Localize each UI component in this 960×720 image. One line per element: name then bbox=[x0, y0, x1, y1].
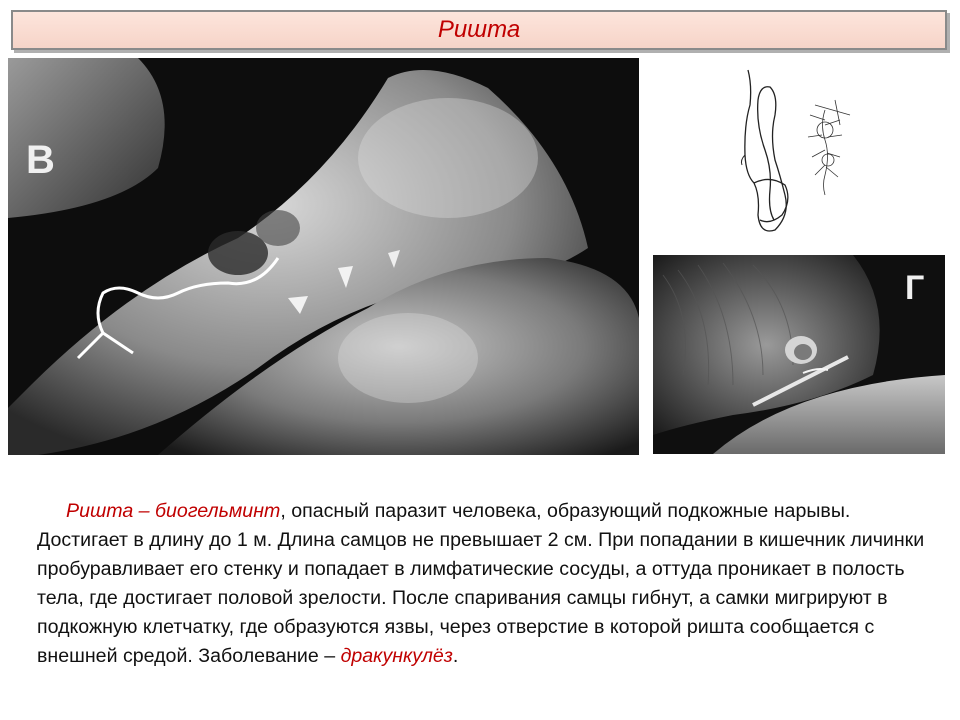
title-bar bbox=[11, 10, 947, 50]
description-text: , опасный паразит человека, образующий подкожные нарывы. Достигает в длину до 1 м. Длина самцов не превышает 2 см. При попадании в кишечник личинки пробуравливает его стенку и попадает в лимфатические сосуды, а оттуда проникает в полость тела, где достигает половой зрелости. После спаривания самцы гибнут, а самки мигрируют в подкожную клетчатку, где образуются язвы, через отверстие в которой ришта сообщается с внешней средой. Заболевание – bbox=[37, 500, 925, 667]
photo-g-label: Г bbox=[905, 269, 925, 307]
description-paragraph bbox=[37, 497, 927, 671]
paragraph-end: . bbox=[452, 645, 459, 667]
worm-drawing bbox=[730, 65, 875, 240]
photo-b-label: В bbox=[26, 138, 55, 182]
term-highlight: Ришта – биогельминт bbox=[66, 500, 281, 522]
photo-leg-worm bbox=[8, 58, 639, 455]
disease-name: дракункулёз bbox=[340, 645, 453, 667]
slide-title: Ришта bbox=[437, 16, 521, 43]
photo-worm-extraction bbox=[653, 255, 945, 454]
